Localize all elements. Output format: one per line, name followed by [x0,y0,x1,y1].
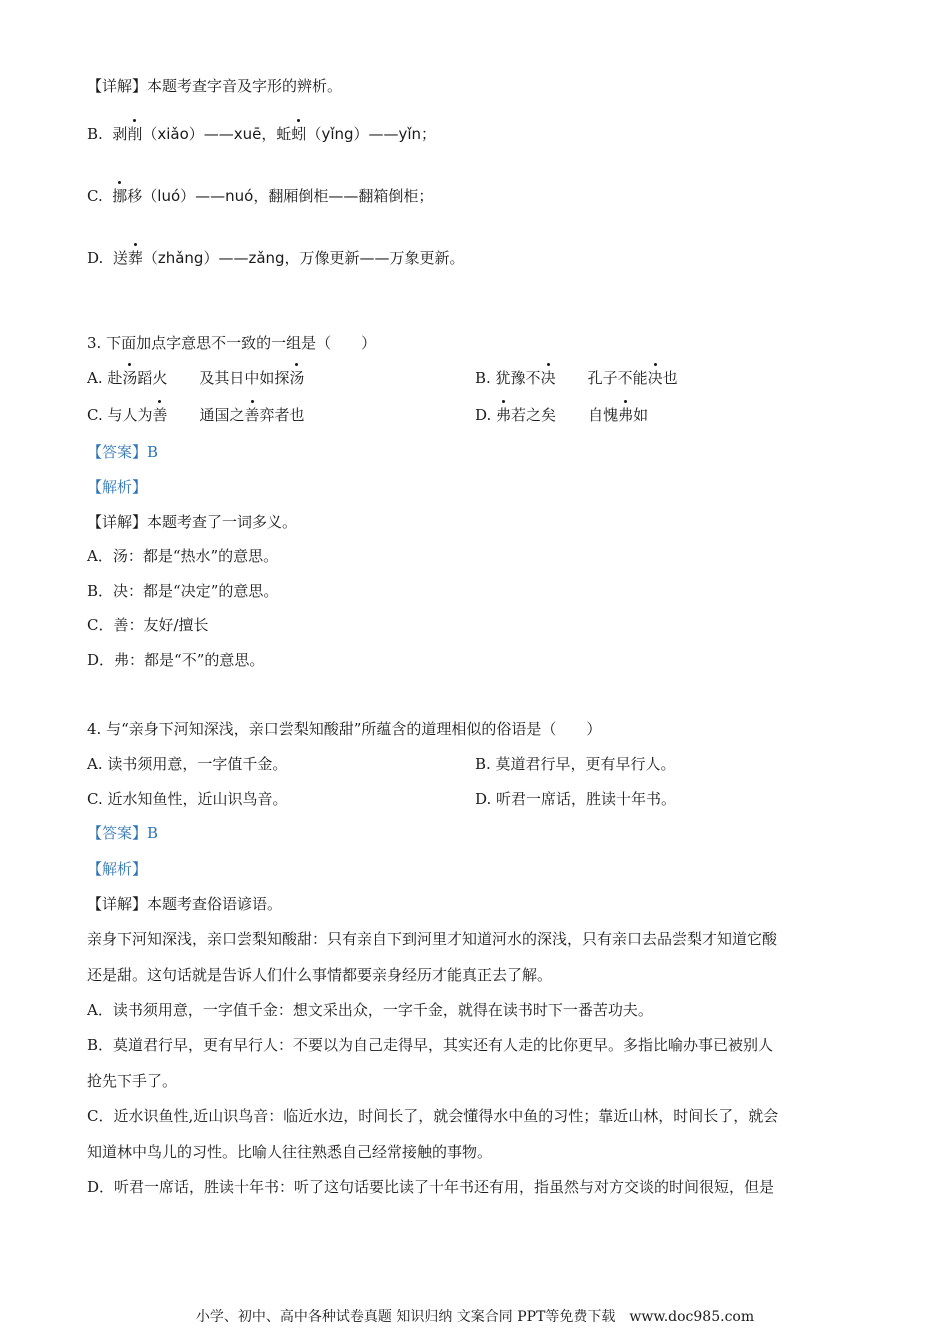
q4-analysis-label: 【解析】 [87,860,148,878]
pinyin-text: （zhǎng）——zǎng，万像更新——万象更新。 [142,249,465,267]
text: C. 与人为 [87,406,153,424]
dotted-char: 决 [647,369,663,387]
option-letter: C. [87,187,103,205]
dotted-char: 善 [152,406,168,424]
page-footer [0,1306,950,1326]
q3-option-c [87,405,305,425]
footer-url[interactable]: www.doc985.com [629,1309,755,1325]
dotted-char: 蚓 [291,125,307,143]
dotted-char: 弗 [618,406,634,424]
text: 如 [633,406,649,424]
char: 蚯 [276,125,292,143]
text: 也 [662,369,678,387]
q2-option-b [87,124,436,144]
dotted-char: 葬 [127,249,143,267]
q3-analysis-label: 【解析】 [87,478,148,496]
text: 若之矣 [511,406,557,424]
detail-line: 【详解】本题考查字音及字形的辨析。 [87,77,343,95]
char: 移 [127,187,143,205]
footer-text: 小学、初中、高中各种试卷真题 知识归纳 文案合同 PPT等免费下载 [195,1309,616,1325]
pinyin-text: （luó）——nuó，翻厢倒柜——翻箱倒柜； [142,187,434,205]
q4-explain-b-line2: 抢先下手了。 [87,1072,178,1090]
q4-stem: 4. 与“亲身下河知深浅，亲口尝梨知酸甜”所蕴含的道理相似的俗语是（ ） [87,720,602,738]
dotted-char: 善 [244,406,260,424]
dotted-char: 削 [127,125,143,143]
char: 送 [112,249,128,267]
text: 及其日中如探 [199,369,290,387]
dotted-char: 汤 [289,369,305,387]
q3-explain-d: D．弗：都是“不”的意思。 [87,651,265,669]
text: 蹈火 [137,369,168,387]
q4-option-a: A. 读书须用意，一字值千金。 [87,755,288,773]
q2-option-d [87,248,465,268]
option-letter: B. [87,125,103,143]
q4-explain-b-line1: B．莫道君行早，更有早行人：不要以为自己走得早，其实还有人走的比你更早。多指比喻办事已被别人 [87,1036,774,1054]
q4-option-c: C. 近水知鱼性，近山识鸟音。 [87,790,288,808]
q3-explain-b: B．决：都是“决定”的意思。 [87,582,279,600]
text: 孔子不能 [587,369,648,387]
q4-para1-line2: 还是甜。这句话就是告诉人们什么事情都要亲身经历才能真正去了解。 [87,966,553,984]
q3-option-b [475,368,678,388]
q4-answer: 【答案】B [87,824,159,842]
q3-option-d [475,405,648,425]
q4-option-b: B. 莫道君行早，更有早行人。 [475,755,676,773]
q3-stem: 3. 下面加点字意思不一致的一组是（ ） [87,334,377,352]
q3-answer: 【答案】B [87,443,159,461]
q4-explain-c-line1: C．近水识鱼性,近山识鸟音：临近水边，时间长了，就会懂得水中鱼的习性；靠近山林，时间长了，就会 [87,1107,779,1125]
q3-explain-a: A．汤：都是“热水”的意思。 [87,547,279,565]
dotted-char: 汤 [122,369,138,387]
text: A. 赴 [87,369,123,387]
text: B. 犹豫不 [475,369,541,387]
dotted-char: 决 [540,369,556,387]
dotted-char: 弗 [496,406,512,424]
text: D. [475,406,497,424]
q3-option-a [87,368,304,388]
dotted-char: 挪 [112,187,128,205]
q4-explain-d-line1: D．听君一席话，胜读十年书：听了这句话要比读了十年书还有用，指虽然与对方交谈的时间很短，但是 [87,1178,775,1196]
pinyin-text: （yǐng）——yǐn； [306,125,437,143]
q4-explain-a: A．读书须用意，一字值千金：想文采出众，一字千金，就得在读书时下一番苦功夫。 [87,1001,653,1019]
text: 弈者也 [259,406,305,424]
text: 通国之 [199,406,245,424]
q2-option-c [87,186,433,206]
q4-para1-line1: 亲身下河知深浅，亲口尝梨知酸甜：只有亲自下到河里才知道河水的深浅，只有亲口去品尝梨才知道它酸 [87,930,778,948]
pinyin-text: （xiǎo）——xuē， [142,125,277,143]
q4-detail: 【详解】本题考查俗语谚语。 [87,895,283,913]
q4-option-d: D. 听君一席话，胜读十年书。 [475,790,677,808]
q4-explain-c-line2: 知道林中鸟儿的习性。比喻人往往熟悉自己经常接触的事物。 [87,1143,493,1161]
char: 剥 [112,125,128,143]
text: 自愧 [588,406,619,424]
q3-detail: 【详解】本题考查了一词多义。 [87,513,298,531]
option-letter: D. [87,249,104,267]
q3-explain-c: C．善：友好/擅长 [87,616,209,634]
